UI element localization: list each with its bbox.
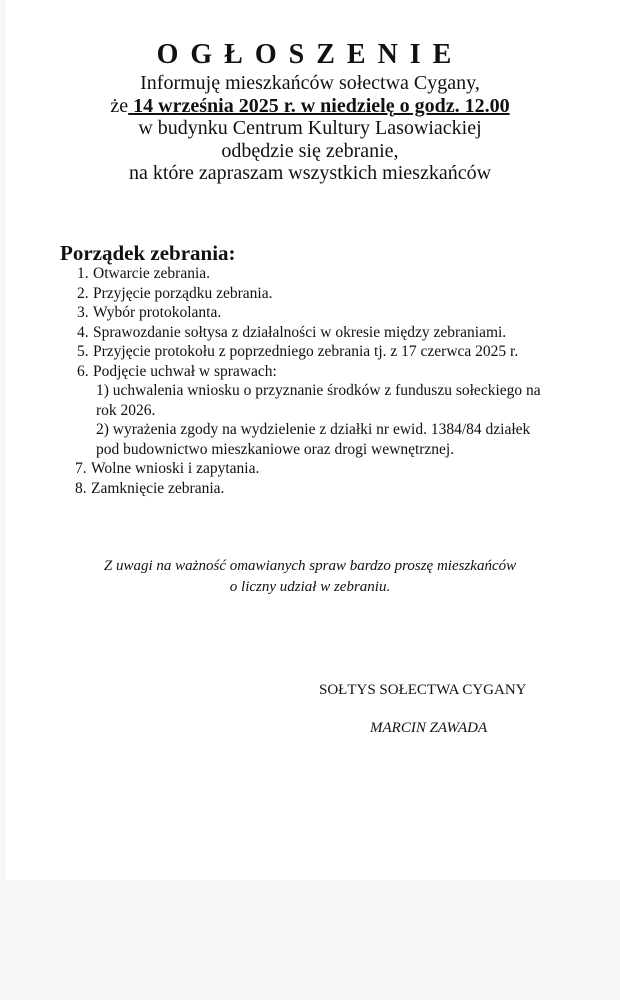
agenda-item [0, 459, 620, 479]
agenda-subitem-continuation [0, 401, 620, 421]
intro-line-4: odbędzie się zebranie, [221, 139, 399, 162]
agenda-item-text: Przyjęcie protokołu z poprzedniego zebrania tj. z 17 czerwca 2025 r. [93, 343, 519, 360]
agenda-heading: Porządek zebrania: [60, 241, 236, 265]
agenda-subitem-text: 2) wyrażenia zgody na wydzielenie z działki nr ewid. 1384/84 działek [96, 421, 531, 438]
note-line-1: Z uwagi na ważność omawianych spraw bardzo proszę mieszkańców [103, 558, 517, 574]
agenda-item-number: 6. [77, 362, 89, 380]
document-title: OGŁOSZENIE [156, 39, 464, 70]
agenda-item-number: 2. [77, 284, 89, 302]
agenda-item-text: Podjęcie uchwał w sprawach: [93, 362, 277, 380]
meeting-date: 14 września 2025 r. w niedzielę o godz. 12.00 [128, 94, 510, 117]
agenda-item-number: 4. [77, 323, 89, 341]
attendance-note [0, 556, 620, 598]
note-line-2: o liczny udział w zebraniu. [229, 579, 391, 595]
agenda-item-text: Otwarcie zebrania. [93, 265, 211, 282]
intro-line-1: Informuję mieszkańców sołectwa Cygany, [140, 72, 480, 94]
agenda-item-text: Wybór protokolanta. [93, 304, 222, 321]
agenda-list [0, 264, 620, 498]
agenda-item-number: 8. [75, 479, 87, 497]
signature-title: SOŁTYS SOŁECTWA CYGANY [319, 682, 527, 698]
agenda-item [0, 303, 620, 323]
agenda-item-text: Wolne wnioski i zapytania. [91, 460, 260, 477]
intro-line-2 [0, 95, 620, 118]
agenda-item [0, 284, 620, 304]
agenda-item [0, 362, 620, 382]
agenda-item-number: 5. [77, 343, 89, 360]
agenda-item-number: 3. [77, 304, 89, 321]
agenda-subitem-text: rok 2026. [96, 401, 156, 419]
agenda-subitem-text: 1) uchwalenia wniosku o przyznanie środków z funduszu sołeckiego na [96, 382, 541, 399]
agenda-item-text: Zamknięcie zebrania. [91, 479, 225, 497]
intro-paragraph [0, 72, 620, 185]
agenda-item-number: 1. [77, 265, 89, 282]
signature-name: MARCIN ZAWADA [370, 720, 488, 736]
agenda-item-number: 7. [75, 460, 87, 477]
intro-prefix: że [110, 94, 129, 117]
agenda-item [0, 323, 620, 343]
agenda-subitem-text: pod budownictwo mieszkaniowe oraz drogi wewnętrznej. [96, 440, 455, 458]
agenda-subitem [0, 381, 620, 401]
agenda-item-text: Sprawozdanie sołtysa z działalności w okresie między zebraniami. [93, 323, 507, 341]
agenda-subitem-continuation [0, 440, 620, 460]
agenda-item [0, 264, 620, 284]
intro-line-5: na które zapraszam wszystkich mieszkańców [128, 162, 492, 184]
intro-line-3: w budynku Centrum Kultury Lasowiackiej [138, 117, 482, 139]
agenda-subitem [0, 420, 620, 440]
agenda-item [0, 479, 620, 499]
agenda-item-text: Przyjęcie porządku zebrania. [93, 284, 273, 302]
agenda-item [0, 342, 620, 362]
